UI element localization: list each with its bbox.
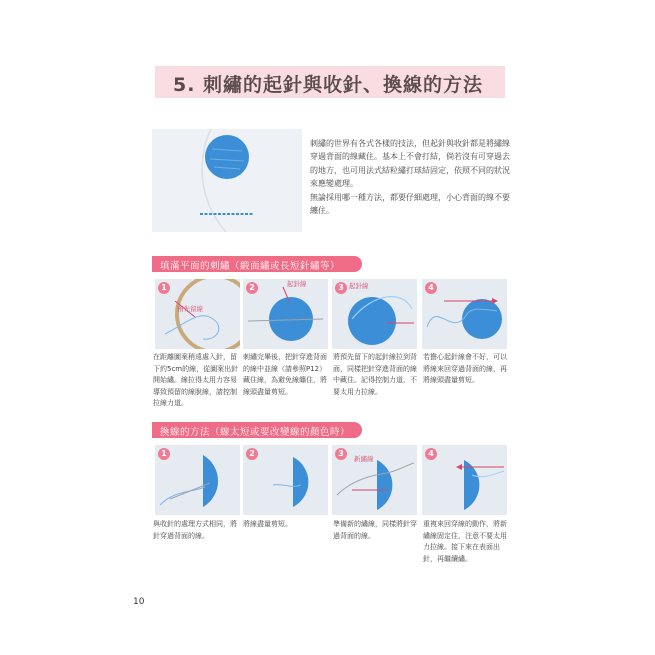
step-number: 2 xyxy=(246,448,258,460)
step-caption-change-3: 準備新的繡線，同樣將針穿過背面的線。 xyxy=(333,520,417,540)
step-photo-fill-2 xyxy=(243,279,328,349)
hero-embroidery-photo xyxy=(152,129,302,232)
step-caption-change-2: 將線盡量剪短。 xyxy=(243,520,292,528)
section-heading-change-thread xyxy=(152,422,362,438)
step-number: 4 xyxy=(425,282,437,294)
step-number: 4 xyxy=(425,448,437,460)
page-number: 10 xyxy=(133,597,145,607)
step-caption-fill-1: 在距離圖案稍遠處入針，留下約5cm的線，從圖案出針開始繡。線拉得太用力容易導致預留的線脫線，請控制拉線力道。 xyxy=(153,353,239,407)
step-number: 3 xyxy=(335,448,347,460)
step-photo-change-3 xyxy=(332,445,417,515)
section-heading-fill xyxy=(152,256,362,272)
step-caption-change-1: 與收針的處理方式相同，將針穿過背面的線。 xyxy=(153,520,237,540)
section-heading-fill-text: 填滿平面的刺繡（緞面繡或長短針繡等） xyxy=(160,261,341,272)
step-photo-change-2 xyxy=(243,445,328,515)
intro-paragraph-1: 刺繡的世界有各式各樣的技法，但起針與收針都是將繡線穿過背面的線藏住。基本上不會打結，倘若沒有可穿過去的地方，也可用法式結粒繡打球結固定，依照不同的狀況來應變處理。 xyxy=(310,139,510,189)
step-caption-change-4: 重複來回穿線的動作，將新繡線固定住，注意不要太用力拉線。接下來在表面出針，再繼續繡。 xyxy=(423,520,507,563)
step-caption-fill-4: 若擔心起針線會不好，可以將線來回穿過背面的線，再將線頭盡量剪短。 xyxy=(423,353,507,384)
step-photo-fill-1 xyxy=(155,279,240,349)
step-label: 預先留線 xyxy=(177,305,203,313)
intro-text xyxy=(310,137,510,217)
step-label: 新繡線 xyxy=(354,455,374,463)
step-number: 2 xyxy=(246,282,258,294)
hero-illustration xyxy=(152,129,302,232)
step-caption-fill-2: 刺繡完畢後，把針穿進背面的線中並線（請參照P12）藏住線，為避免線纏住，將線頭盡量剪短。 xyxy=(243,353,327,396)
step-label: 起針線 xyxy=(287,280,307,288)
step-photo-fill-3 xyxy=(332,279,417,349)
chapter-title-band xyxy=(155,66,505,98)
step-photo-change-4 xyxy=(422,445,507,515)
step-label: 起針線 xyxy=(349,282,369,290)
intro-paragraph-2: 無論採用哪一種方法，都要仔細處理，小心背面的線不要纏住。 xyxy=(310,192,510,216)
step-caption-fill-3: 將預先留下的起針線拉到背面，同樣把針穿進背面的線中藏住。記得控制力道，不要太用力拉線。 xyxy=(333,353,417,396)
step-photo-fill-4 xyxy=(422,279,507,349)
step-number: 1 xyxy=(158,282,170,294)
step-number: 1 xyxy=(158,448,170,460)
step-photo-change-1 xyxy=(155,445,240,515)
step-number: 3 xyxy=(335,282,347,294)
chapter-title: 5. 刺繡的起針與收針、換線的方法 xyxy=(173,74,484,96)
section-heading-change-thread-text: 換線的方法（線太短或要改變線的顏色時） xyxy=(160,427,351,438)
